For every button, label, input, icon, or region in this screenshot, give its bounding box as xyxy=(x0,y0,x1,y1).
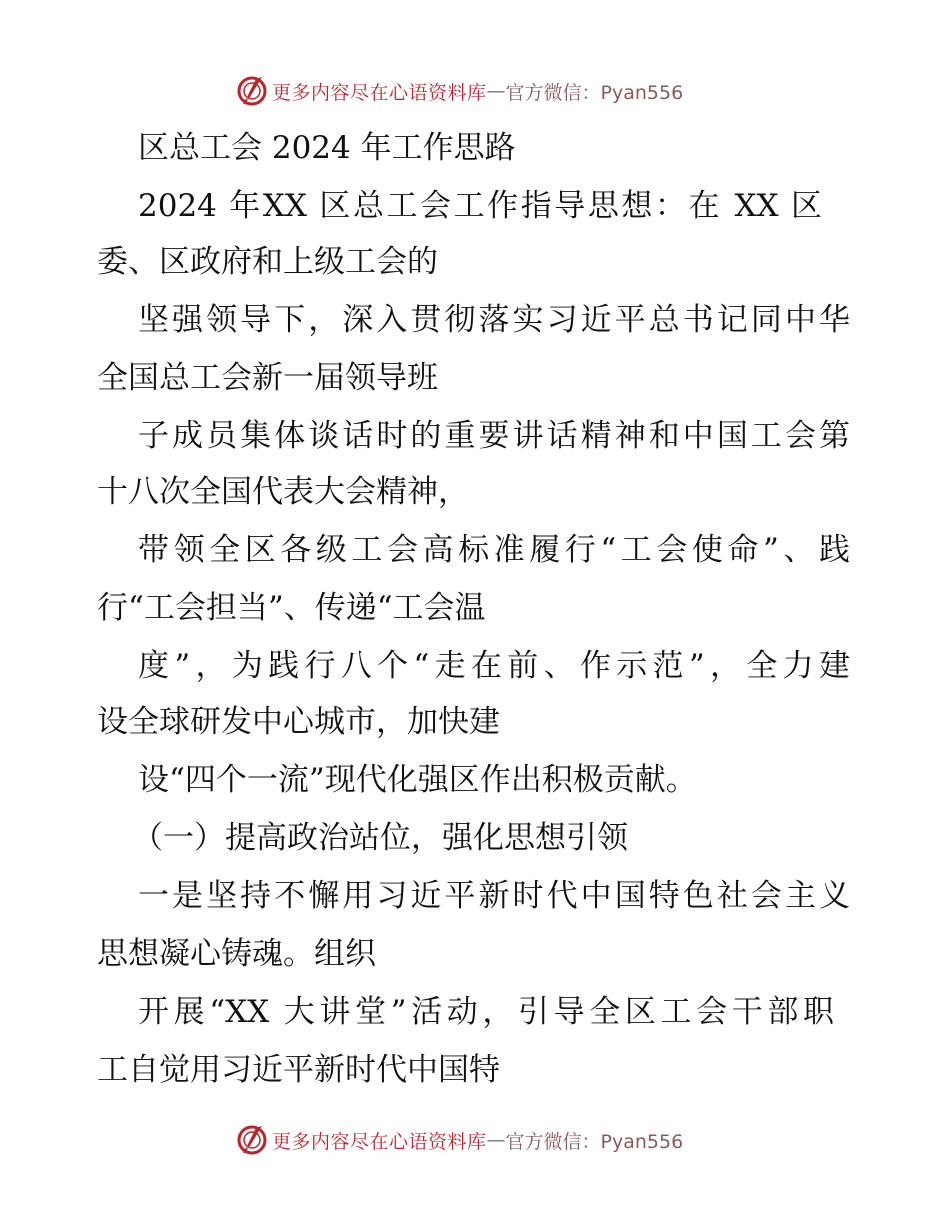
paragraph-line: 委、区政府和上级工会的 xyxy=(97,244,438,280)
paragraph-line: 设全球研发中心城市，加快建 xyxy=(97,704,500,740)
paragraph-line: 开展“XX 大讲堂”活动，引导全区工会干部职 xyxy=(138,994,834,1030)
paragraph-line: 带领全区各级工会高标准履行“工会使命”、践 xyxy=(138,532,850,568)
paragraph-line: 一是坚持不懈用习近平新时代中国特色社会主义 xyxy=(138,878,850,914)
paragraph-line: 2024 年XX 区总工会工作指导思想：在 XX 区 xyxy=(138,188,822,224)
quill-pen-logo-icon xyxy=(236,75,268,107)
paragraph-line: 子成员集体谈话时的重要讲话精神和中国工会第 xyxy=(138,418,850,454)
paragraph-line: 度”，为践行八个“走在前、作示范”，全力建 xyxy=(138,648,850,684)
document-title: 区总工会 2024 年工作思路 xyxy=(138,130,516,166)
paragraph-line: 行“工会担当”、传递“工会温 xyxy=(97,590,486,626)
quill-pen-logo-icon xyxy=(236,1124,268,1156)
paragraph-line: 十八次全国代表大会精神， xyxy=(97,474,469,510)
watermark-brand: 更多内容尽在心语资料库 xyxy=(272,81,487,104)
watermark-separator: — xyxy=(486,1129,506,1151)
watermark-separator: — xyxy=(486,80,506,102)
paragraph-line: 工自觉用习近平新时代中国特 xyxy=(97,1052,500,1088)
paragraph-line: 全国总工会新一届领导班 xyxy=(97,360,438,396)
paragraph-line: 思想凝心铸魂。组织 xyxy=(97,936,376,972)
watermark-footer xyxy=(236,1122,683,1158)
watermark-contact: 官方微信：Pyan556 xyxy=(505,1130,684,1153)
paragraph-line: 坚强领导下，深入贯彻落实习近平总书记同中华 xyxy=(138,302,850,338)
watermark-contact: 官方微信：Pyan556 xyxy=(505,81,684,104)
section-heading: （一）提高政治站位，强化思想引领 xyxy=(132,820,628,856)
watermark-header xyxy=(236,73,683,109)
watermark-brand: 更多内容尽在心语资料库 xyxy=(272,1130,487,1153)
paragraph-line: 设“四个一流”现代化强区作出积极贡献。 xyxy=(138,762,697,798)
